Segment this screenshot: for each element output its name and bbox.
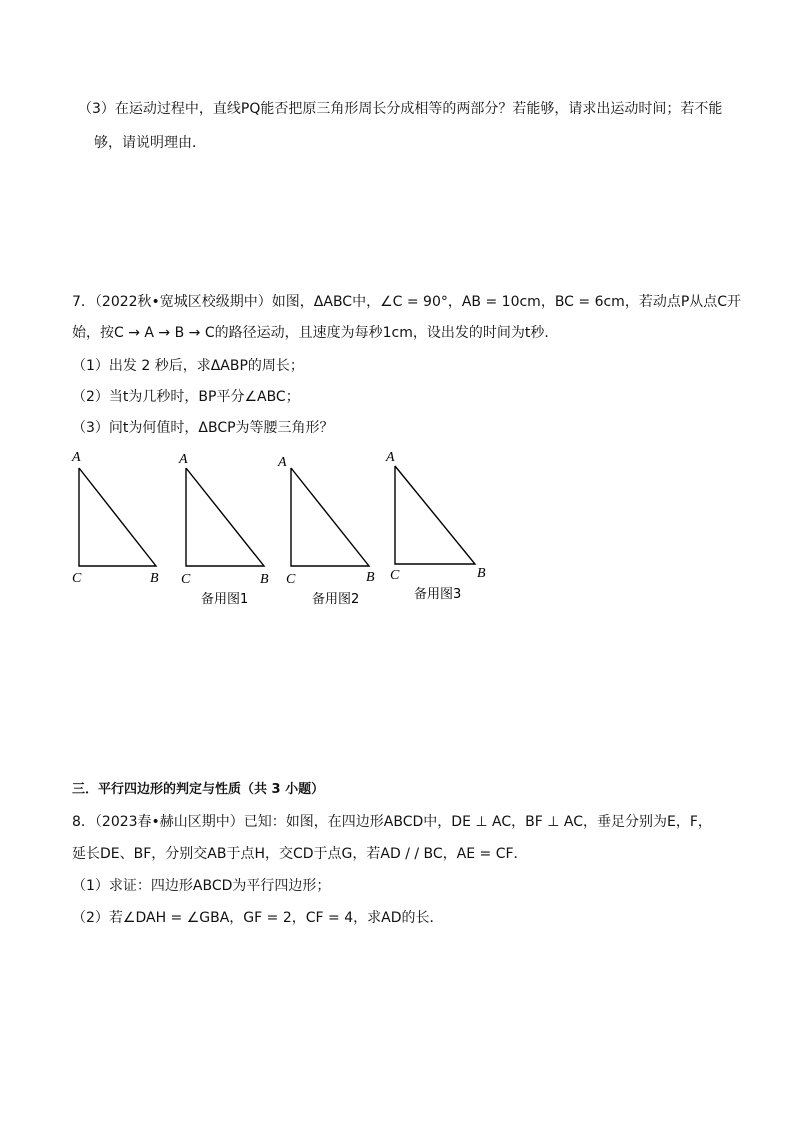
vertex-a-label: A <box>179 452 188 467</box>
q7-line1: 7．（2022秋•宽城区校级期中）如图，ΔABC中，∠C = 90°，AB = 10cm，BC = 6cm，若动点P从点C开 <box>72 294 742 310</box>
q6-part3-line1: （3）在运动过程中，直线PQ能否把原三角形周长分成相等的两部分？若能够，请求出运动时间；若不能 <box>78 101 723 117</box>
triangle-figure-spare-3 <box>385 450 486 602</box>
figure-caption: 备用图1 <box>201 592 249 607</box>
vertex-c-label: C <box>72 571 82 586</box>
vertex-b-label: B <box>366 570 375 585</box>
figure-caption: 备用图2 <box>312 592 360 607</box>
vertex-c-label: C <box>390 568 400 583</box>
q7-sub1: （1）出发 2 秒后，求ΔABP的周长； <box>72 358 304 374</box>
q8-line1: 8．（2023春•赫山区期中）已知：如图，在四边形ABCD中，DE ⊥ AC，BF ⊥ AC，垂足分别为E，F， <box>72 814 712 830</box>
figure-caption: 备用图3 <box>414 587 462 602</box>
vertex-a-label: A <box>386 450 395 465</box>
q7-sub3: （3）问t为何值时，ΔBCP为等腰三角形？ <box>72 420 334 436</box>
vertex-c-label: C <box>286 572 296 587</box>
q7-line2: 始，按C → A → B → C的路径运动，且速度为每秒1cm，设出发的时间为t秒． <box>72 325 559 341</box>
vertex-a-label: A <box>278 455 287 470</box>
vertex-c-label: C <box>181 572 191 587</box>
section-heading: 三．平行四边形的判定与性质（共 3 小题） <box>72 782 325 797</box>
q6-part3-line2: 够，请说明理由． <box>94 135 206 151</box>
triangle-figure-spare-2 <box>277 455 375 607</box>
q7-sub2: （2）当t为几秒时，BP平分∠ABC； <box>72 389 300 405</box>
triangle-figure-spare-1 <box>178 452 269 607</box>
triangle-figure-main <box>71 450 159 586</box>
vertex-a-label: A <box>72 450 81 465</box>
q8-sub1: （1）求证：四边形ABCD为平行四边形； <box>72 878 331 894</box>
q8-line2: 延长DE、BF，分别交AB于点H，交CD于点G，若AD / / BC，AE = CF． <box>72 846 528 862</box>
vertex-b-label: B <box>150 571 159 586</box>
vertex-b-label: B <box>260 572 269 587</box>
q8-sub2: （2）若∠DAH = ∠GBA，GF = 2，CF = 4，求AD的长． <box>72 910 444 926</box>
vertex-b-label: B <box>477 566 486 581</box>
